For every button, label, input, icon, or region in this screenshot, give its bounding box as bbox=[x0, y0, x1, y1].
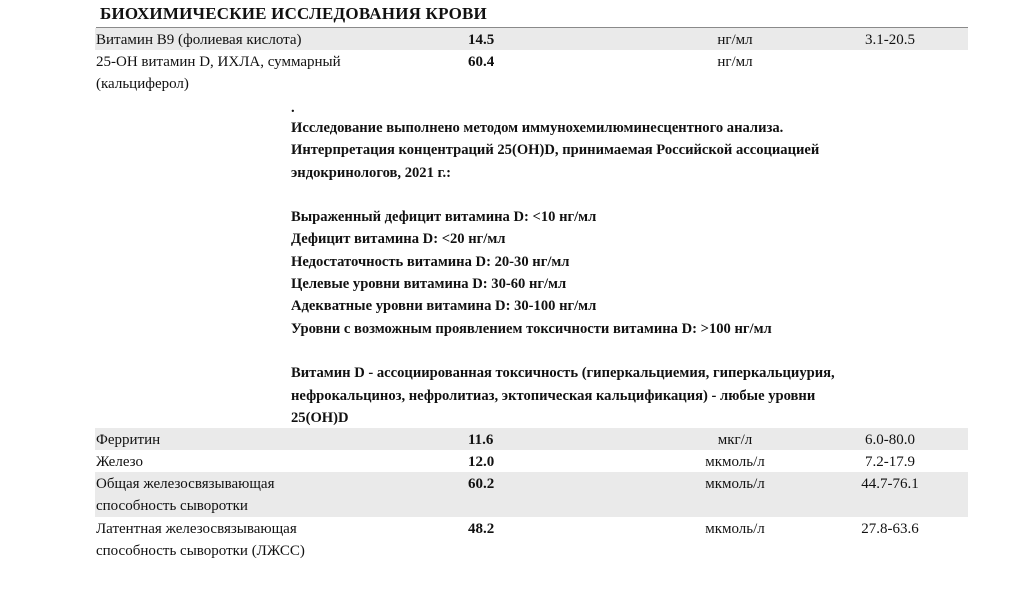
reference-range: 44.7-76.1 bbox=[861, 476, 919, 492]
note-level-line: Адекватные уровни витамина D: 30-100 нг/мл bbox=[291, 298, 597, 315]
analyte-name: Латентная железосвязывающая bbox=[96, 521, 297, 537]
note-toxicity-line: нефрокальциноз, нефролитиаз, эктопическая кальцификация) - любые уровни bbox=[291, 387, 816, 404]
note-level-line: Выраженный дефицит витамина D: <10 нг/мл bbox=[291, 209, 597, 226]
analyte-name: Железо bbox=[96, 454, 143, 470]
reference-range: 7.2-17.9 bbox=[865, 454, 915, 470]
result-row-ferritin bbox=[95, 428, 968, 450]
analyte-name-cont: способность сыворотки (ЛЖСС) bbox=[96, 543, 305, 559]
result-unit: мкмоль/л bbox=[705, 476, 765, 492]
note-method-line: эндокринологов, 2021 г.: bbox=[291, 164, 452, 181]
analyte-name: 25-ОН витамин D, ИХЛА, суммарный bbox=[96, 54, 341, 70]
note-method-line: Исследование выполнено методом иммунохемилюминесцентного анализа. bbox=[291, 120, 784, 136]
result-unit: мкг/л bbox=[717, 432, 753, 448]
result-unit: нг/мл bbox=[717, 54, 753, 70]
analyte-name-cont: (кальциферол) bbox=[96, 76, 189, 92]
reference-range: 6.0-80.0 bbox=[865, 432, 915, 448]
note-level-line: Недостаточность витамина D: 20-30 нг/мл bbox=[291, 253, 570, 270]
note-dot: . bbox=[291, 100, 295, 116]
result-value: 11.6 bbox=[468, 432, 494, 448]
vitamin-d-interpretation-note bbox=[291, 100, 951, 429]
result-value: 60.4 bbox=[468, 54, 495, 70]
note-toxicity-line: Витамин D - ассоциированная токсичность (гиперкальциемия, гиперкальциурия, bbox=[291, 365, 835, 382]
reference-range: 3.1-20.5 bbox=[865, 32, 915, 48]
result-value: 48.2 bbox=[468, 521, 495, 537]
section-title: БИОХИМИЧЕСКИЕ ИССЛЕДОВАНИЯ КРОВИ bbox=[100, 4, 487, 23]
analyte-name: Общая железосвязывающая bbox=[96, 476, 275, 492]
note-level-line: Дефицит витамина D: <20 нг/мл bbox=[291, 231, 506, 248]
result-unit: мкмоль/л bbox=[705, 454, 765, 470]
analyte-name: Витамин В9 (фолиевая кислота) bbox=[96, 32, 302, 48]
reference-range: 27.8-63.6 bbox=[861, 521, 919, 537]
result-row-total-iron-binding bbox=[95, 472, 968, 517]
result-row-iron bbox=[95, 450, 968, 472]
note-level-line: Целевые уровни витамина D: 30-60 нг/мл bbox=[291, 276, 567, 293]
result-value: 14.5 bbox=[468, 32, 495, 48]
result-row-latent-iron-binding bbox=[95, 517, 968, 563]
result-unit: мкмоль/л bbox=[705, 521, 765, 537]
analyte-name-cont: способность сыворотки bbox=[96, 498, 248, 514]
note-toxicity-line: 25(ОН)D bbox=[291, 409, 349, 426]
result-row-vitamin-b9 bbox=[95, 28, 968, 50]
note-level-line: Уровни с возможным проявлением токсичности витамина D: >100 нг/мл bbox=[291, 320, 772, 337]
result-unit: нг/мл bbox=[717, 32, 753, 48]
result-row-vitamin-d bbox=[95, 50, 968, 96]
analyte-name: Ферритин bbox=[96, 432, 161, 448]
result-value: 12.0 bbox=[468, 454, 495, 470]
note-method-line: Интерпретация концентраций 25(ОН)D, принимаемая Российской ассоциацией bbox=[291, 142, 820, 159]
result-value: 60.2 bbox=[468, 476, 495, 492]
